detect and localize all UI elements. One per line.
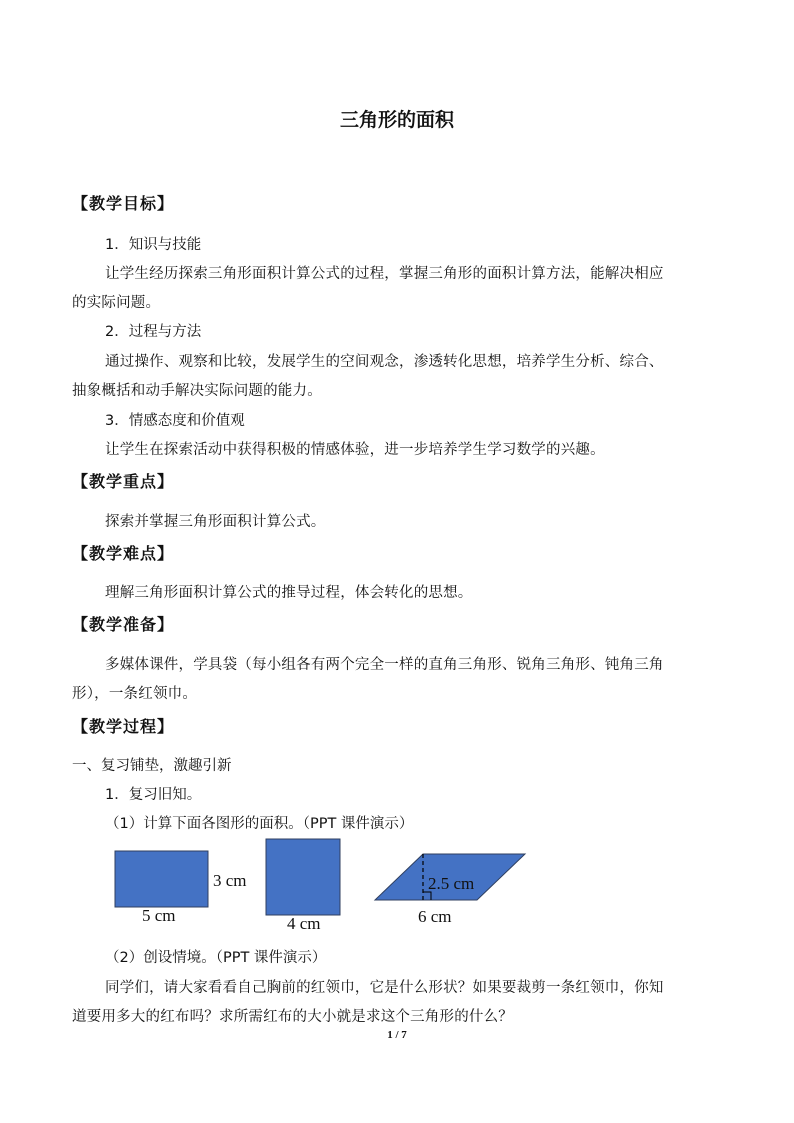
key-points-text: 探索并掌握三角形面积计算公式。	[105, 514, 326, 530]
preparation-text-line2: 形），一条红领巾。	[72, 686, 198, 702]
square-side-label: 4 cm	[287, 914, 321, 933]
objective-1-text-line2: 的实际问题。	[72, 295, 161, 311]
objective-3-text-line1: 让学生在探索活动中获得积极的情感体验，进一步培养学生学习数学的兴趣。	[105, 442, 605, 458]
parallelogram-base-label: 6 cm	[418, 907, 452, 926]
page-title: 三角形的面积	[339, 109, 454, 131]
square-shape	[266, 839, 340, 915]
process-paragraph-line2: 道要用多大的红布吗？求所需红布的大小就是求这个三角形的什么？	[72, 1009, 513, 1025]
preparation-heading: 【教学准备】	[72, 615, 175, 634]
difficulties-text: 理解三角形面积计算公式的推导过程，体会转化的思想。	[105, 585, 473, 601]
process-sub1: （1）计算下面各图形的面积。（PPT 课件演示）	[105, 816, 414, 832]
objective-1-text-line1: 让学生经历探索三角形面积计算公式的过程，掌握三角形的面积计算方法，能解决相应	[105, 266, 664, 282]
process-step1-title: 1．复习旧知。	[105, 787, 202, 803]
objective-2-text-line1: 通过操作、观察和比较，发展学生的空间观念，渗透转化思想，培养学生分析、综合、	[105, 354, 664, 370]
objective-2-text-line2: 抽象概括和动手解决实际问题的能力。	[72, 383, 322, 399]
process-paragraph-line1: 同学们，请大家看看自己胸前的红领巾，它是什么形状？如果要裁剪一条红领巾，你知	[105, 980, 664, 996]
rectangle-shape	[115, 851, 208, 907]
page-number: 1 / 7	[387, 1029, 407, 1041]
process-part1-title: 一、复习铺垫，激趣引新	[72, 758, 232, 774]
key-points-heading: 【教学重点】	[72, 472, 175, 491]
objective-3-title: 3．情感态度和价值观	[105, 413, 245, 429]
process-heading: 【教学过程】	[72, 717, 175, 736]
rectangle-width-label: 5 cm	[142, 906, 176, 925]
process-sub2: （2）创设情境。（PPT 课件演示）	[105, 950, 327, 966]
parallelogram-height-label: 2.5 cm	[428, 874, 475, 893]
objectives-heading: 【教学目标】	[72, 194, 175, 213]
objective-2-title: 2．过程与方法	[105, 324, 202, 340]
preparation-text-line1: 多媒体课件，学具袋（每小组各有两个完全一样的直角三角形、锐角三角形、钝角三角	[105, 657, 664, 673]
difficulties-heading: 【教学难点】	[72, 544, 175, 563]
objective-1-title: 1．知识与技能	[105, 237, 202, 253]
rectangle-height-label: 3 cm	[213, 871, 247, 890]
